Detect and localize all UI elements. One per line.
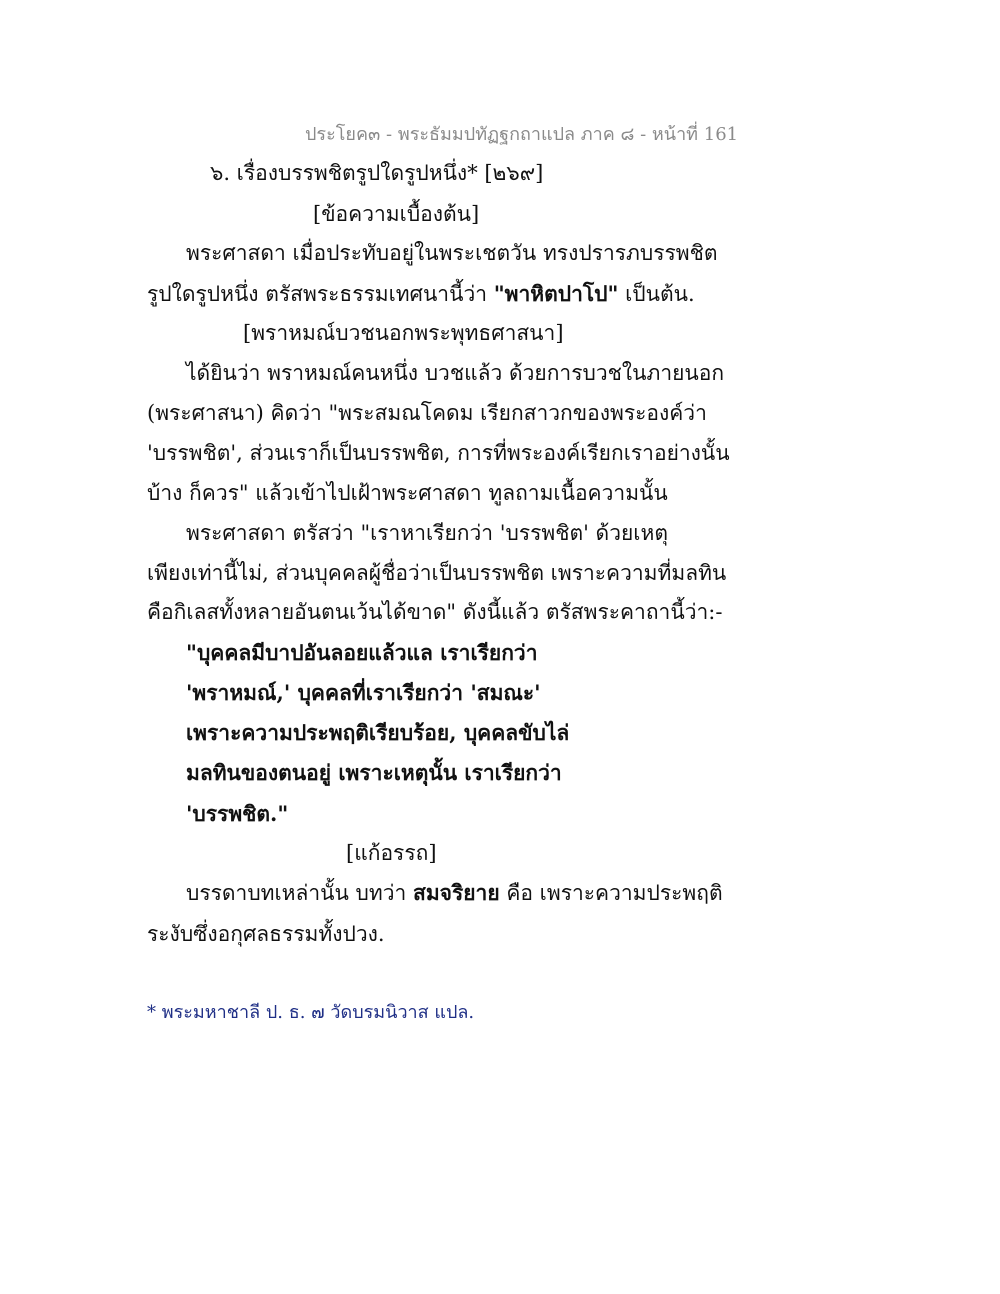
paragraph-line: 'บรรพชิต', ส่วนเราก็เป็นบรรพชิต, การที่พระองค์เรียกเราอย่างนั้น (147, 441, 730, 465)
verse-line: มลทินของตนอยู่ เพราะเหตุนั้น เราเรียกว่า (186, 760, 562, 785)
section-heading-brahmin: [พราหมณ์บวชนอกพระพุทธศาสนา] (243, 321, 564, 345)
bold-keyword: "พาหิตปาโป" (493, 281, 619, 306)
paragraph-line (147, 279, 695, 309)
verse-line: "บุคคลมีบาปอันลอยแล้วแล เราเรียกว่า (186, 640, 538, 665)
text-segment: บรรดาบทเหล่านั้น บทว่า (186, 881, 413, 905)
verse-line: เพราะความประพฤติเรียบร้อย, บุคคลขับไล่ (186, 720, 570, 745)
paragraph-line: เพียงเท่านี้ไม่, ส่วนบุคคลผู้ชื่อว่าเป็นบรรพชิต เพราะความที่มลทิน (147, 561, 727, 585)
verse-line: 'บรรพชิต." (186, 801, 289, 826)
paragraph-line: ได้ยินว่า พราหมณ์คนหนึ่ง บวชแล้ว ด้วยการบวชในภายนอก (186, 361, 725, 385)
verse-line: 'พราหมณ์,' บุคคลที่เราเรียกว่า 'สมณะ' (186, 680, 541, 705)
footnote: * พระมหาชาลี ป. ธ. ๗ วัดบรมนิวาส แปล. (147, 1002, 475, 1023)
paragraph-line: พระศาสดา ตรัสว่า "เราหาเรียกว่า 'บรรพชิต' ด้วยเหตุ (186, 521, 668, 545)
paragraph-line: บ้าง ก็ควร" แล้วเข้าไปเฝ้าพระศาสดา ทูลถามเนื้อความนั้น (147, 481, 668, 505)
paragraph-line: (พระศาสนา) คิดว่า "พระสมณโคดม เรียกสาวกของพระองค์ว่า (147, 401, 707, 425)
bold-keyword: สมจริยาย (413, 880, 500, 905)
section-heading-opening: [ข้อความเบื้องต้น] (313, 202, 480, 226)
section-heading-commentary: [แก้อรรถ] (346, 841, 437, 865)
paragraph-line: ระงับซึ่งอกุศลธรรมทั้งปวง. (147, 922, 385, 946)
paragraph-line (186, 878, 723, 908)
story-title: ๖. เรื่องบรรพชิตรูปใดรูปหนึ่ง* [๒๖๙] (210, 161, 544, 185)
paragraph-line: พระศาสดา เมื่อประทับอยู่ในพระเชตวัน ทรงปรารภบรรพชิต (186, 241, 718, 265)
page-header: ประโยค๓ - พระธัมมปทัฏฐกถาแปล ภาค ๘ - หน้าที่ 161 (305, 124, 739, 145)
text-segment: เป็นต้น. (618, 282, 695, 306)
paragraph-line: คือกิเลสทั้งหลายอันตนเว้นได้ขาด" ดังนี้แล้ว ตรัสพระคาถานี้ว่า:- (147, 600, 723, 624)
text-segment: รูปใดรูปหนึ่ง ตรัสพระธรรมเทศนานี้ว่า (147, 282, 494, 306)
text-segment: คือ เพราะความประพฤติ (499, 881, 723, 905)
